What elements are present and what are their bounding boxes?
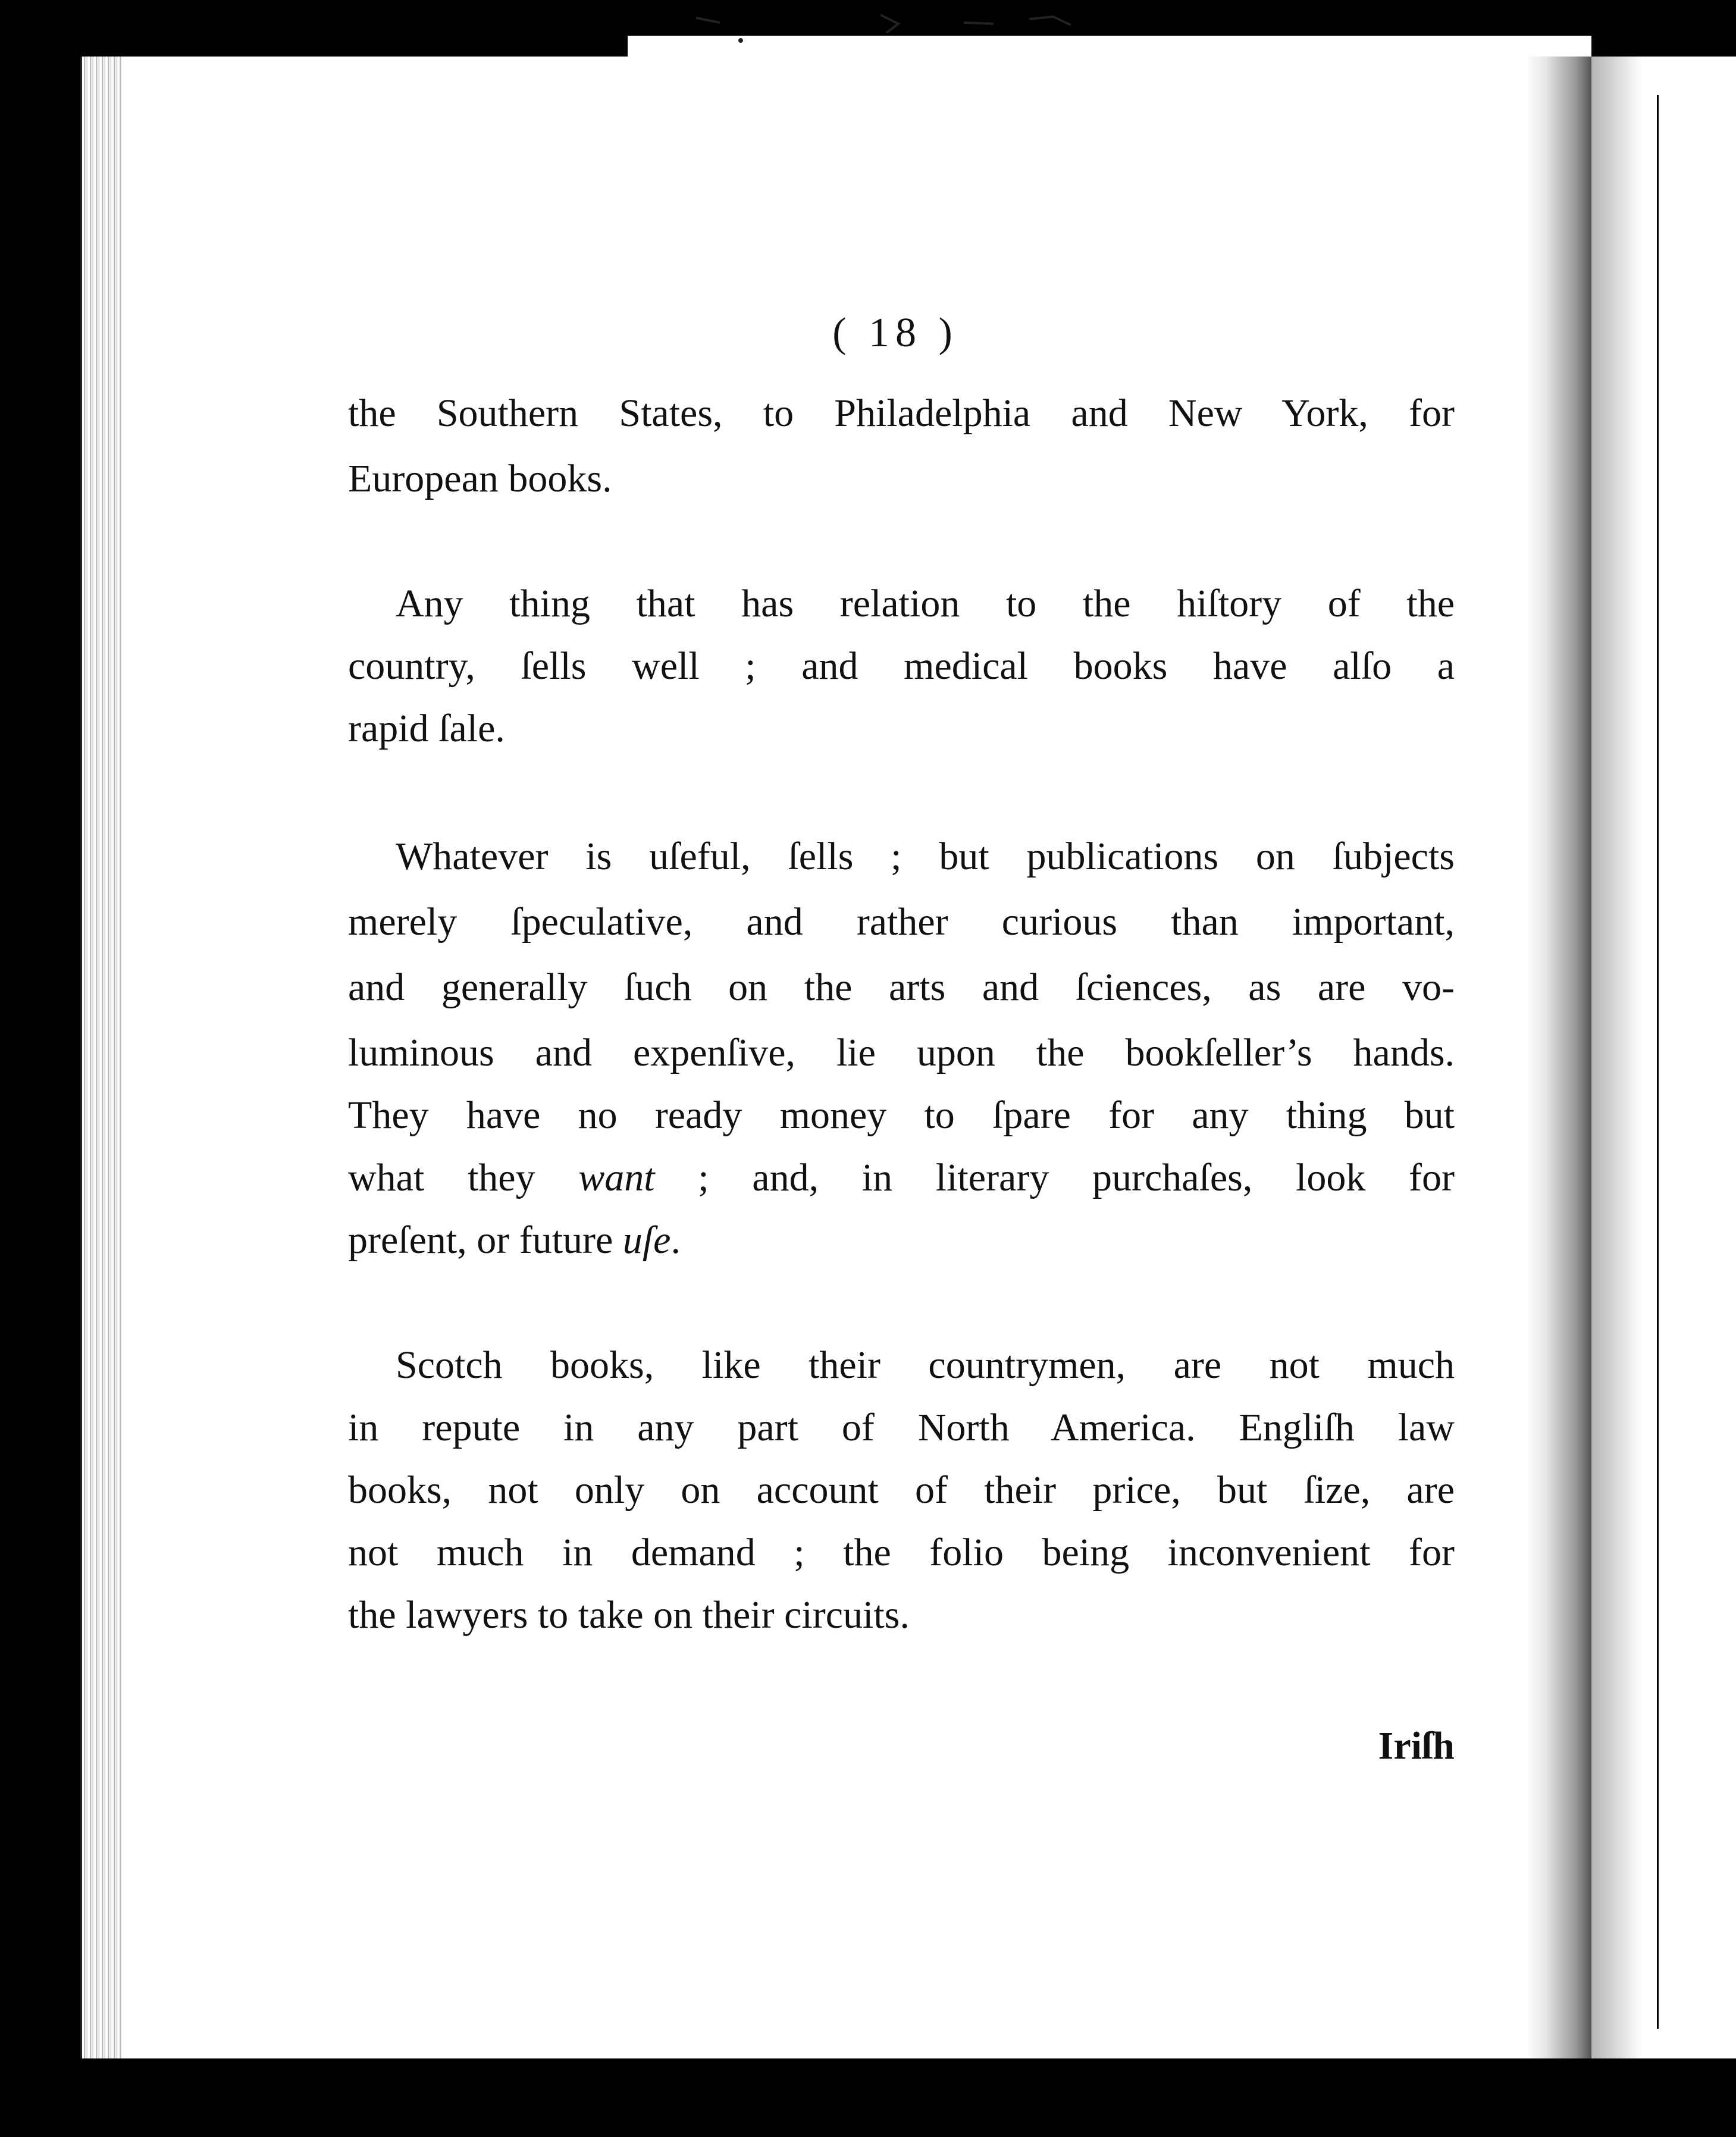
text-line: books, not only on account of their price, but ſize, are <box>348 1468 1455 1512</box>
text-line: They have no ready money to ſpare for any thing but <box>348 1093 1455 1137</box>
italic-word: want <box>578 1156 655 1199</box>
text-line: European books. <box>348 457 612 500</box>
text-segment: what they <box>348 1156 579 1199</box>
text-line: country, ſells well ; and medical books have alſo a <box>348 644 1455 688</box>
text-line: rapid ſale. <box>348 707 505 750</box>
facing-page-rule <box>1657 95 1659 2029</box>
gutter-shadow <box>1526 57 1591 2058</box>
text-segment: ; and, in literary purchaſes, look for <box>654 1156 1455 1199</box>
text-line: Whatever is uſeful, ſells ; but publications on ſubjects <box>396 835 1455 878</box>
text-segment: preſent, or future <box>348 1218 623 1262</box>
text-line: and generally ſuch on the arts and ſciences, as are vo- <box>348 966 1455 1009</box>
top-ink-marks <box>684 12 1160 48</box>
text-line <box>348 1145 1455 1210</box>
facing-page-edge <box>1591 57 1736 2058</box>
text-line: merely ſpeculative, and rather curious than important, <box>348 900 1455 944</box>
text-line: Scotch books, like their countrymen, are not much <box>396 1343 1455 1387</box>
text-segment: . <box>670 1218 681 1262</box>
italic-word: uſe <box>622 1218 671 1262</box>
text-line: in repute in any part of North America. Engliſh law <box>348 1406 1455 1449</box>
text-line: Any thing that has relation to the hiſtory of the <box>396 582 1455 625</box>
page-stack-edge <box>80 57 127 2058</box>
text-line: the Southern States, to Philadelphia and New York, for <box>348 391 1455 435</box>
text-line: not much in demand ; the folio being inconvenient for <box>348 1531 1455 1574</box>
text-line <box>348 1208 1455 1273</box>
text-line: the lawyers to take on their circuits. <box>348 1593 910 1637</box>
catchword: Iriſh <box>1378 1724 1455 1768</box>
page-number: ( 18 ) <box>832 310 958 356</box>
text-line: luminous and expenſive, lie upon the bookſeller’s hands. <box>348 1031 1455 1074</box>
